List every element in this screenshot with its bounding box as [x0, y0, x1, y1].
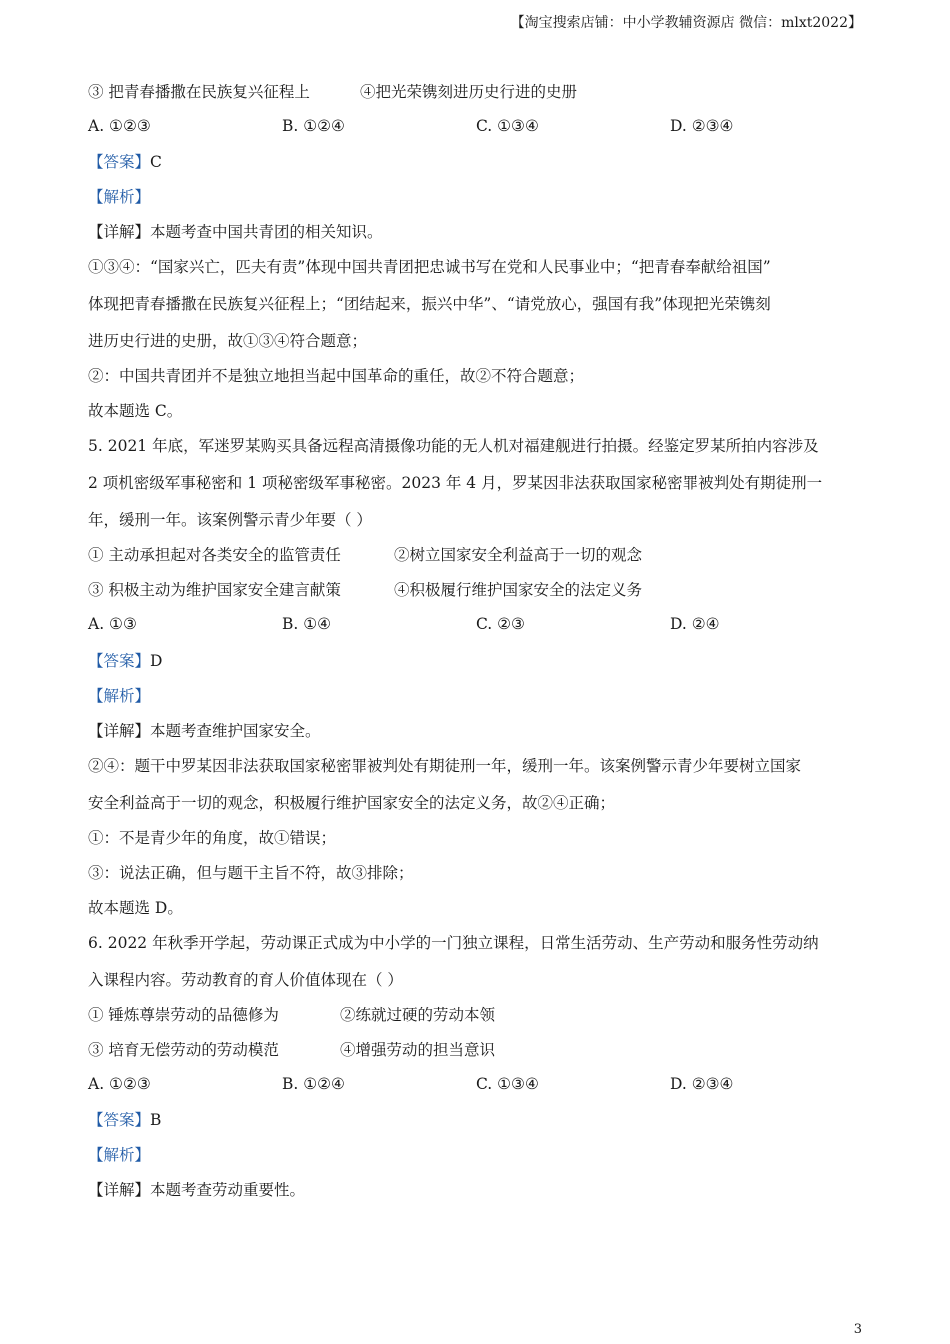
q5-answer — [88, 651, 162, 671]
q5-items-row — [88, 580, 643, 600]
q6-detail-text: 本题考查劳动重要性。 — [150, 1181, 306, 1199]
q5-item-1: ① 主动承担起对各类安全的监管责任 — [88, 546, 341, 564]
q6-stem-line: 6. 2022 年秋季开学起，劳动课正式成为中小学的一门独立课程，日常生活劳动、生产劳动和服务性劳动纳 — [88, 934, 819, 952]
q6-option-a: A. ①②③ — [88, 1075, 151, 1093]
q4-item-4: ④把光荣镌刻进历史行进的史册 — [360, 83, 578, 101]
q5-detail — [88, 721, 321, 741]
q4-option-d: D. ②③④ — [670, 117, 734, 135]
q4-option-a: A. ①②③ — [88, 117, 151, 135]
q5-explanation-line: ②④：题干中罗某因非法获取国家秘密罪被判处有期徒刑一年，缓刑一年。该案例警示青少年要树立国家 — [88, 757, 802, 775]
q6-detail — [88, 1180, 305, 1200]
q6-analysis-tag: 【解析】 — [88, 1146, 151, 1164]
q6-stem-line: 入课程内容。劳动教育的育人价值体现在（ ） — [88, 971, 403, 989]
q6-answer-tag: 【答案】 — [88, 1111, 151, 1129]
q4-explanation-line: ②：中国共青团并不是独立地担当起中国革命的重任，故②不符合题意； — [88, 367, 585, 385]
q4-option-b: B. ①②④ — [282, 117, 345, 135]
q4-items-row — [88, 82, 578, 102]
q4-explanation-line: 体现把青春播撒在民族复兴征程上；“团结起来，振兴中华”、“请党放心，强国有我”体现把光荣镌刻 — [88, 295, 771, 313]
q5-detail-tag: 【详解】 — [88, 722, 151, 740]
q5-item-2: ②树立国家安全利益高于一切的观念 — [394, 546, 643, 564]
q6-item-1: ① 锤炼尊崇劳动的品德修为 — [88, 1006, 279, 1024]
q4-detail-tag: 【详解】 — [88, 223, 151, 241]
q5-detail-text: 本题考查维护国家安全。 — [150, 722, 321, 740]
q4-explanation-line: ①③④：“国家兴亡，匹夫有责”体现中国共青团把忠诚书写在党和人民事业中；“把青春奉献给祖国” — [88, 258, 771, 276]
q6-items-row — [88, 1005, 496, 1025]
q5-explanation-line: 安全利益高于一切的观念，积极履行维护国家安全的法定义务，故②④正确； — [88, 794, 616, 812]
q6-answer — [88, 1110, 161, 1130]
q5-option-c: C. ②③ — [476, 615, 525, 633]
q4-detail — [88, 222, 383, 242]
q4-conclusion: 故本题选 C。 — [88, 402, 183, 420]
q6-option-c: C. ①③④ — [476, 1075, 539, 1093]
q6-item-4: ④增强劳动的担当意识 — [340, 1041, 496, 1059]
q6-answer-value: B — [150, 1111, 162, 1129]
q5-stem-line: 5. 2021 年底，军迷罗某购买具备远程高清摄像功能的无人机对福建舰进行拍摄。经鉴定罗某所拍内容涉及 — [88, 437, 819, 455]
q4-item-3: ③ 把青春播撒在民族复兴征程上 — [88, 83, 310, 101]
q5-items-row — [88, 545, 643, 565]
q5-conclusion: 故本题选 D。 — [88, 899, 183, 917]
q5-answer-value: D — [150, 652, 163, 670]
q6-item-3: ③ 培育无偿劳动的劳动模范 — [88, 1041, 279, 1059]
q6-option-b: B. ①②④ — [282, 1075, 345, 1093]
q5-option-b: B. ①④ — [282, 615, 332, 633]
q5-item-4: ④积极履行维护国家安全的法定义务 — [394, 581, 643, 599]
q5-analysis-tag: 【解析】 — [88, 687, 151, 705]
q4-analysis-tag: 【解析】 — [88, 188, 151, 206]
q5-stem-line: 2 项机密级军事秘密和 1 项秘密级军事秘密。2023 年 4 月，罗某因非法获取国家秘密罪被判处有期徒刑一 — [88, 474, 823, 492]
page-number: 3 — [853, 1322, 862, 1337]
q5-item-3: ③ 积极主动为维护国家安全建言献策 — [88, 581, 341, 599]
q4-option-c: C. ①③④ — [476, 117, 539, 135]
q4-answer — [88, 152, 162, 172]
q4-answer-value: C — [150, 153, 162, 171]
q5-explanation-line: ③：说法正确，但与题干主旨不符，故③排除； — [88, 864, 414, 882]
q6-items-row — [88, 1040, 496, 1060]
q4-answer-tag: 【答案】 — [88, 153, 151, 171]
q6-option-d: D. ②③④ — [670, 1075, 734, 1093]
q4-detail-text: 本题考查中国共青团的相关知识。 — [150, 223, 383, 241]
q6-item-2: ②练就过硬的劳动本领 — [340, 1006, 496, 1024]
q4-explanation-line: 进历史行进的史册，故①③④符合题意； — [88, 332, 368, 350]
q6-detail-tag: 【详解】 — [88, 1181, 151, 1199]
q5-option-a: A. ①③ — [88, 615, 137, 633]
q5-stem-line: 年，缓刑一年。该案例警示青少年要（ ） — [88, 511, 372, 529]
q5-explanation-line: ①：不是青少年的角度，故①错误； — [88, 829, 337, 847]
q5-option-d: D. ②④ — [670, 615, 720, 633]
header-source-note: 【淘宝搜索店铺：中小学教辅资源店 微信：mlxt2022】 — [510, 15, 862, 31]
q5-answer-tag: 【答案】 — [88, 652, 151, 670]
